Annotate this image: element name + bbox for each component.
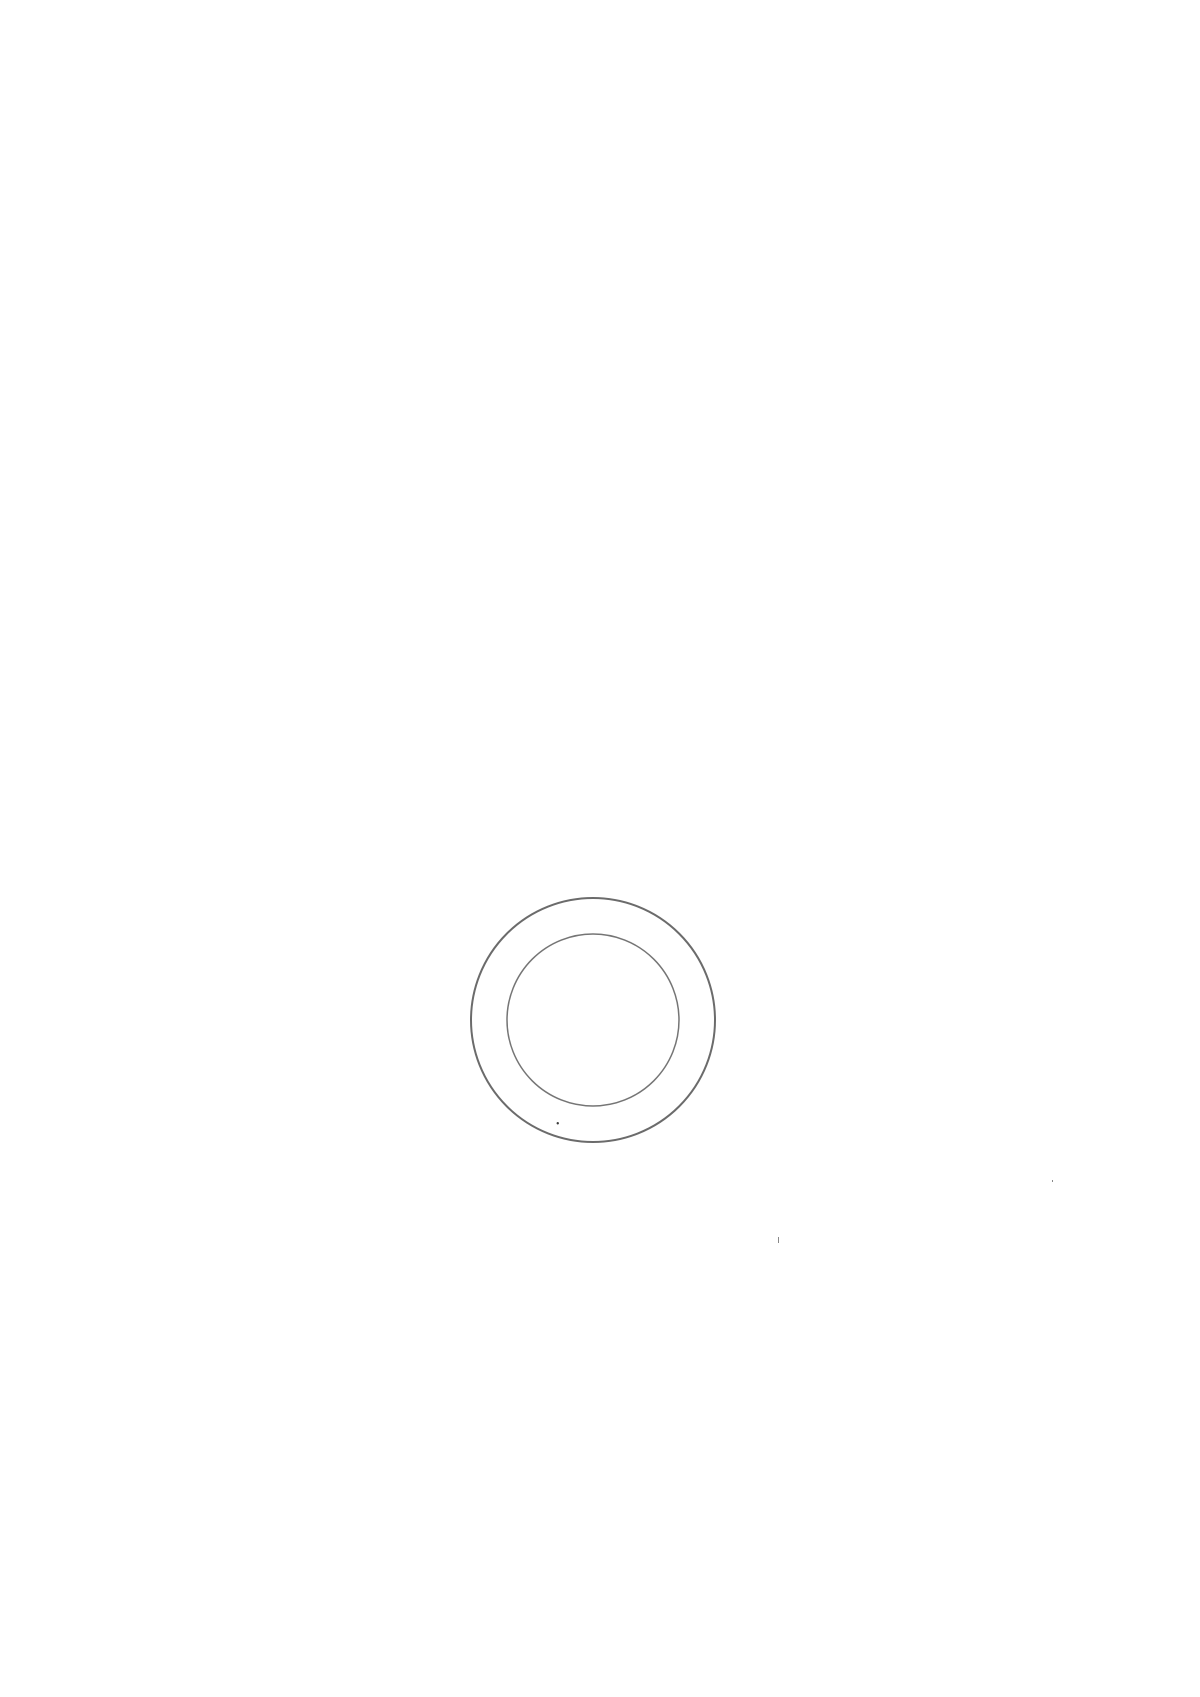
official-seal-stamp [468,895,718,1145]
seal-inner-ring [507,934,679,1106]
scan-speck [1052,1180,1053,1182]
scan-speck [778,1237,779,1243]
seal-dot: • [556,1119,560,1130]
